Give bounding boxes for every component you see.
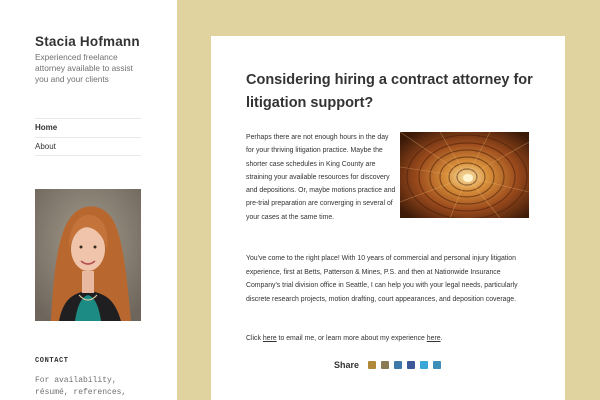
experience-link[interactable]: here — [426, 335, 441, 342]
google-plus-share-icon[interactable] — [433, 361, 441, 369]
contact-middle: to email me, or learn more about my experience — [276, 335, 427, 342]
email-link[interactable]: here — [262, 335, 277, 342]
site-title[interactable]: Stacia Hofmann — [35, 34, 140, 49]
post-experience-paragraph: You've come to the right place! With 10 years of commercial and personal injury litigation experience, first at Betts, Patterson & Mines, P.S. and then at Nationwide Insurance Company's trial division office in Seattle, I can help you with your legal needs, particularly discrete research projects, motion drafting, court appearances, and deposition coverage. — [246, 255, 518, 303]
contact-suffix: . — [440, 335, 443, 342]
twitter-share-icon[interactable] — [420, 361, 428, 369]
share-bar — [334, 358, 441, 372]
contact-prefix: Click — [246, 335, 263, 342]
library-tunnel-image — [400, 132, 529, 218]
post-intro-paragraph: Perhaps there are not enough hours in the day for your thriving litigation practice. Maybe the shorter case schedules in King County are straining your available resources for discovery and depositions. Or, maybe motions practice and pre-trial preparation are converging in several of your cases at the same time. — [246, 134, 396, 221]
sidebar — [0, 0, 177, 400]
email-share-icon[interactable] — [368, 361, 376, 369]
site-description: Experienced freelance attorney available to assist you and your clients — [35, 52, 133, 84]
nav-item-about[interactable]: About — [35, 137, 141, 157]
nav-item-home[interactable]: Home — [35, 118, 141, 137]
print-share-icon[interactable] — [381, 361, 389, 369]
featured-image — [400, 132, 529, 218]
post-title: Considering hiring a contract attorney for litigation support? — [246, 72, 533, 111]
contact-widget-text: For availability, résumé, references, — [35, 376, 127, 397]
contact-widget-title: CONTACT — [35, 357, 69, 365]
share-label: Share — [334, 360, 360, 370]
main-navigation — [35, 118, 141, 156]
linkedin-share-icon[interactable] — [394, 361, 402, 369]
profile-photo-drawing — [35, 189, 141, 321]
post-contact-paragraph — [246, 332, 536, 345]
facebook-share-icon[interactable] — [407, 361, 415, 369]
post-card — [211, 36, 565, 400]
profile-photo — [35, 189, 141, 321]
